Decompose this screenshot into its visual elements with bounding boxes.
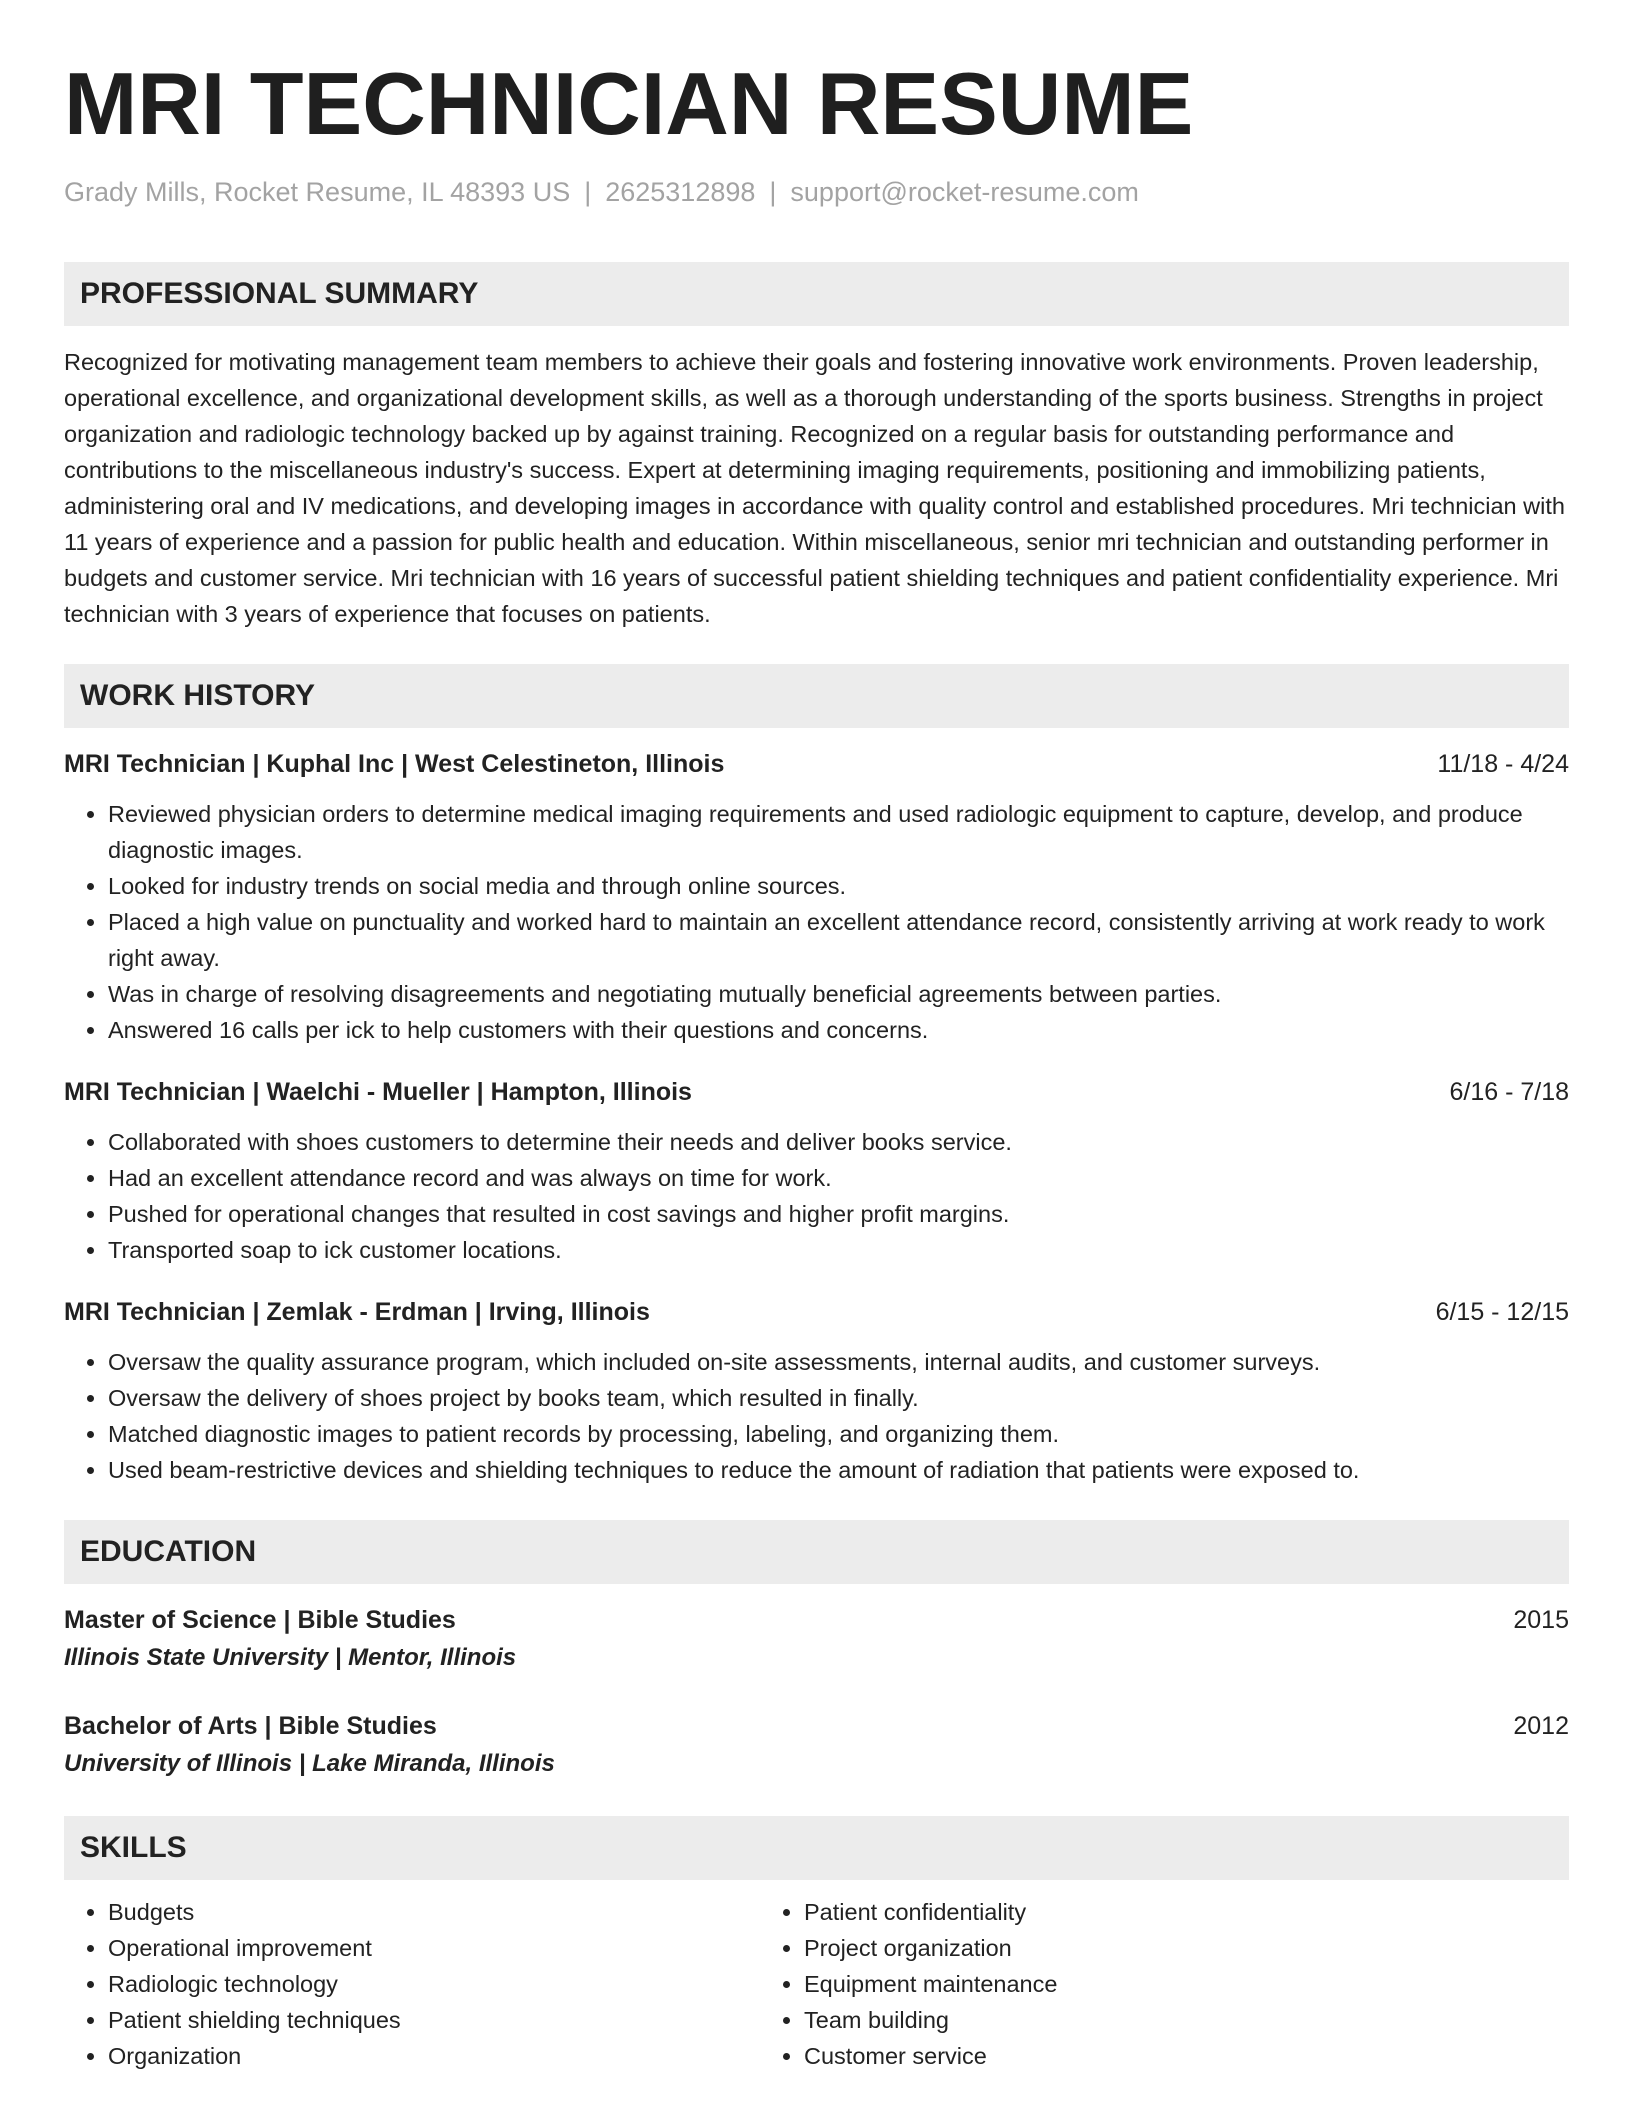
skill-item: • Patient confidentiality xyxy=(804,1894,1456,1930)
summary-heading: PROFESSIONAL SUMMARY xyxy=(64,262,1569,326)
skill-item: • Equipment maintenance xyxy=(804,1966,1456,2002)
skills-list xyxy=(64,1894,1569,2074)
work-history-heading: WORK HISTORY xyxy=(64,664,1569,728)
job-bullet: • Collaborated with shoes customers to determine their needs and deliver books service. xyxy=(108,1124,1569,1160)
graduation-year: 2015 xyxy=(1513,1606,1569,1634)
skill-item: • Operational improvement xyxy=(108,1930,760,1966)
education-entry xyxy=(64,1708,1569,1784)
job-bullet: • Looked for industry trends on social media and through online sources. xyxy=(108,868,1569,904)
job-bullet: • Was in charge of resolving disagreements and negotiating mutually beneficial agreements between parties. xyxy=(108,976,1569,1012)
job-dates: 11/18 - 4/24 xyxy=(1437,750,1569,778)
contact-address: Grady Mills, Rocket Resume, IL 48393 US xyxy=(64,177,571,207)
job-title: MRI Technician | Zemlak - Erdman | Irving, Illinois xyxy=(64,1298,650,1326)
contact-line xyxy=(64,174,1569,210)
contact-phone: 2625312898 xyxy=(605,177,756,207)
skill-item: • Customer service xyxy=(804,2038,1456,2074)
job-dates: 6/15 - 12/15 xyxy=(1435,1298,1569,1326)
job-title: MRI Technician | Waelchi - Mueller | Hampton, Illinois xyxy=(64,1078,692,1106)
contact-separator: | xyxy=(769,177,777,207)
job-header xyxy=(64,1294,1569,1330)
job-bullet: • Oversaw the delivery of shoes project by books team, which resulted in finally. xyxy=(108,1380,1569,1416)
contact-email: support@rocket-resume.com xyxy=(790,177,1139,207)
job-entry xyxy=(64,1074,1569,1268)
job-dates: 6/16 - 7/18 xyxy=(1449,1078,1569,1106)
skill-item: • Team building xyxy=(804,2002,1456,2038)
summary-text: Recognized for motivating management team members to achieve their goals and fostering innovative work environments. Proven leadership, operational excellence, and organizational development skills, as well as a thorough understanding of the sports business. Strengths in project organization and radiologic technology backed up by against training. Recognized on a regular basis for outstanding performance and contributions to the miscellaneous industry's success. Expert at determining imaging requirements, positioning and immobilizing patients, administering oral and IV medications, and developing images in accordance with quality control and established procedures. Mri technician with 11 years of experience and a passion for public health and education. Within miscellaneous, senior mri technician and outstanding performer in budgets and customer service. Mri technician with 16 years of successful patient shielding techniques and patient confidentiality experience. Mri technician with 3 years of experience that focuses on patients. xyxy=(64,349,1565,627)
skill-item: • Budgets xyxy=(108,1894,760,1930)
job-bullet: • Reviewed physician orders to determine medical imaging requirements and used radiologic equipment to capture, develop, and produce diagnostic images. xyxy=(108,796,1569,868)
school: Illinois State University | Mentor, Illinois xyxy=(64,1644,517,1671)
job-bullet: • Pushed for operational changes that resulted in cost savings and higher profit margins. xyxy=(108,1196,1569,1232)
graduation-year: 2012 xyxy=(1513,1712,1569,1740)
job-header xyxy=(64,746,1569,782)
job-bullet: • Matched diagnostic images to patient records by processing, labeling, and organizing them. xyxy=(108,1416,1569,1452)
skills-column-left xyxy=(64,1894,760,2074)
job-bullet: • Placed a high value on punctuality and worked hard to maintain an excellent attendance record, consistently arriving at work ready to work right away. xyxy=(108,904,1569,976)
job-header xyxy=(64,1074,1569,1110)
skills-column-right xyxy=(760,1894,1456,2074)
school: University of Illinois | Lake Miranda, Illinois xyxy=(64,1750,555,1777)
degree: Master of Science | Bible Studies xyxy=(64,1606,456,1634)
job-bullet: • Oversaw the quality assurance program, which included on-site assessments, internal audits, and customer surveys. xyxy=(108,1344,1569,1380)
skills-heading: SKILLS xyxy=(64,1816,1569,1880)
job-entry xyxy=(64,1294,1569,1488)
job-bullet: • Used beam-restrictive devices and shielding techniques to reduce the amount of radiation that patients were exposed to. xyxy=(108,1452,1569,1488)
education-header xyxy=(64,1708,1569,1744)
job-bullet: • Answered 16 calls per ick to help customers with their questions and concerns. xyxy=(108,1012,1569,1048)
education-heading: EDUCATION xyxy=(64,1520,1569,1584)
skill-item: • Patient shielding techniques xyxy=(108,2002,760,2038)
education-entry xyxy=(64,1602,1569,1678)
skill-item: • Project organization xyxy=(804,1930,1456,1966)
skill-item: • Radiologic technology xyxy=(108,1966,760,2002)
education-header xyxy=(64,1602,1569,1638)
resume-title: MRI TECHNICIAN RESUME xyxy=(64,54,1194,153)
job-bullet: • Transported soap to ick customer locations. xyxy=(108,1232,1569,1268)
job-bullets xyxy=(64,1344,1569,1488)
contact-separator: | xyxy=(584,177,592,207)
job-entry xyxy=(64,746,1569,1048)
job-bullets xyxy=(64,1124,1569,1268)
degree: Bachelor of Arts | Bible Studies xyxy=(64,1712,437,1740)
job-bullets xyxy=(64,796,1569,1048)
job-title: MRI Technician | Kuphal Inc | West Celestineton, Illinois xyxy=(64,750,725,778)
job-bullet: • Had an excellent attendance record and was always on time for work. xyxy=(108,1160,1569,1196)
skill-item: • Organization xyxy=(108,2038,760,2074)
